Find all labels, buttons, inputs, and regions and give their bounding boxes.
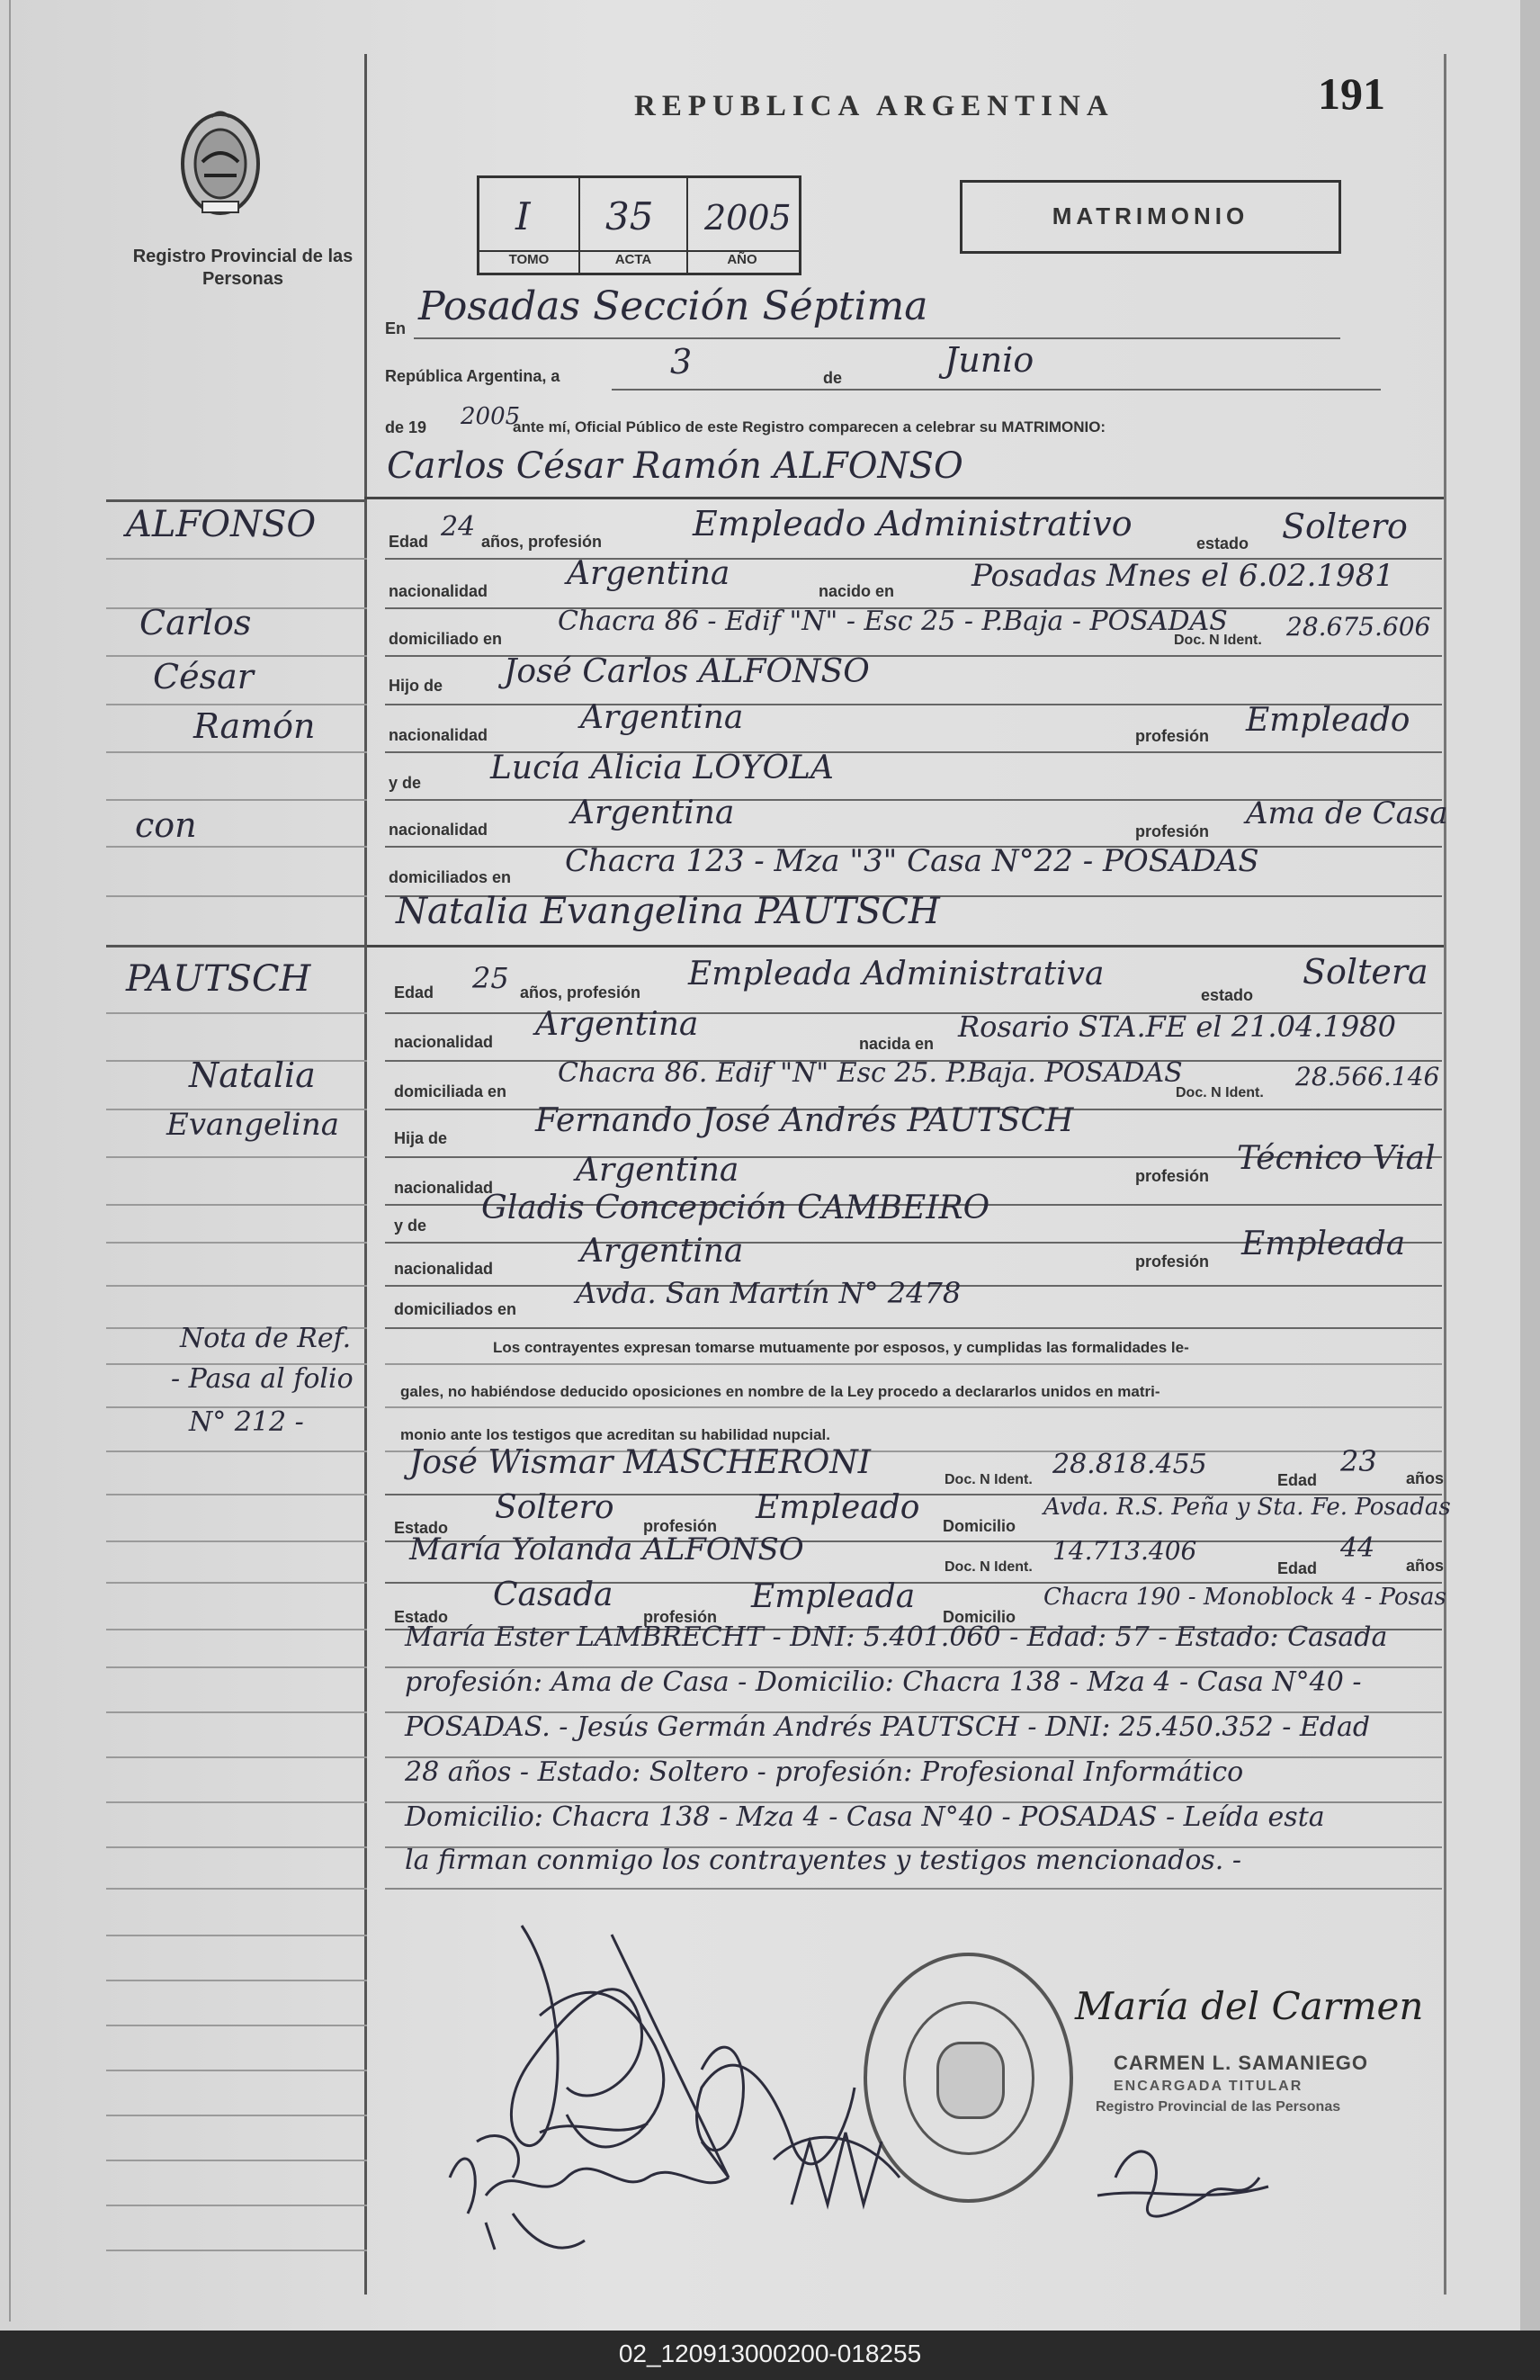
place-value: Posadas Sección Séptima [418,283,928,329]
bride-father-profession: Técnico Vial [1237,1140,1436,1177]
groom-nationality: Argentina [567,555,730,592]
bride-parents-dom-label: domiciliados en [394,1300,517,1318]
bride-full-name: Natalia Evangelina PAUTSCH [396,891,940,932]
bride-profession: Empleada Administrativa [688,956,1105,992]
groom-status: Soltero [1282,507,1408,546]
witness2-doc: 14.713.406 [1052,1536,1197,1566]
margin-rule [106,751,367,753]
margin-divider-line [364,54,367,2295]
groom-doc-label: Doc. N Ident. [1174,633,1262,648]
acta-value: 35 [605,194,654,238]
margin-rule [106,1450,367,1452]
groom-age: 24 [441,511,476,543]
witness2-profession: Empleada [751,1578,916,1615]
margin-rule [106,1540,367,1542]
margin-note-1: Nota de Ref. [180,1323,352,1354]
additional-line-3: POSADAS. - Jesús Germán Andrés PAUTSCH - DNI: 25.450.352 - Edad [405,1711,1371,1743]
groom-mother-nationality: Argentina [571,795,735,831]
margin-rule [106,2070,367,2071]
country-title: REPUBLICA ARGENTINA [634,90,1115,122]
margin-groom-name-3: Ramón [193,706,316,746]
margin-rule [106,945,367,948]
bride-father: Fernando José Andrés PAUTSCH [535,1102,1074,1139]
additional-line-2: profesión: Ama de Casa - Domicilio: Chacra 138 - Mza 4 - Casa N°40 - [405,1666,1362,1698]
bride-parents-address: Avda. San Martín N° 2478 [576,1276,962,1310]
witness1-dom-label: Domicilio [943,1517,1016,1535]
witness2-anos-label: años [1406,1557,1445,1575]
margin-groom-surname: ALFONSO [126,504,317,545]
margin-rule [106,1285,367,1287]
witness1-name: José Wismar MASCHERONI [409,1444,872,1481]
groom-father-prof-label: profesión [1135,727,1210,745]
witness1-status: Soltero [495,1489,614,1526]
witness1-profession: Empleado [756,1489,920,1526]
groom-name-underline [364,497,1444,499]
additional-line-1: María Ester LAMBRECHT - DNI: 5.401.060 - Edad: 57 - Estado: Casada [405,1621,1388,1653]
witness1-estado-label: Estado [394,1519,449,1537]
bride-birth: Rosario STA.FE el 21.04.1980 [958,1010,1396,1044]
declaration-line-1: Los contrayentes expresan tomarse mutuamente por esposos, y cumplidas las formalidades le- [493,1339,1189,1356]
tomo-acta-ano-box [477,175,801,275]
signer-title: ENCARGADA TITULAR [1114,2079,1303,2094]
witness2-dom-label: Domicilio [943,1608,1016,1626]
coat-of-arms-logo [175,108,265,220]
margin-rule [106,846,367,848]
additional-line-5: Domicilio: Chacra 138 - Mza 4 - Casa N°40 - POSADAS - Leída esta [405,1801,1325,1833]
bride-doc-label: Doc. N Ident. [1176,1085,1264,1100]
margin-bride-name-2: Evangelina [166,1107,339,1143]
margin-rule [106,1156,367,1158]
groom-yde-label: y de [389,774,422,792]
margin-groom-name-1: Carlos [139,603,252,642]
en-label: En [385,319,407,337]
witness1-address: Avda. R.S. Peña y Sta. Fe. Posadas [1043,1494,1451,1521]
witness1-age: 23 [1340,1444,1377,1478]
margin-rule [106,1242,367,1244]
margin-rule [106,1711,367,1713]
bride-father-nat-label: nacionalidad [394,1179,494,1197]
margin-rule [106,1888,367,1890]
witness2-status: Casada [493,1576,613,1613]
bride-father-nationality: Argentina [576,1152,739,1189]
declaration-line-rule-1 [385,1363,1442,1365]
groom-mother-nat-label: nacionalidad [389,821,488,839]
groom-profession: Empleado Administrativo [693,504,1133,543]
witness2-address: Chacra 190 - Monoblock 4 - Posas [1043,1584,1446,1611]
bride-nationality: Argentina [535,1006,699,1043]
witness2-age: 44 [1340,1532,1375,1564]
bride-mother-nat-label: nacionalidad [394,1260,494,1278]
margin-rule [106,1756,367,1758]
groom-address: Chacra 86 - Edif "N" - Esc 25 - P.Baja - POSADAS [558,606,1228,637]
signer-office: Registro Provincial de las Personas [1096,2099,1341,2115]
declaration-line-2: gales, no habiéndose deducido oposiciones en nombre de la Ley procedo a declararlos unidos en matri- [400,1383,1160,1400]
bride-mother: Gladis Concepción CAMBEIRO [481,1190,990,1226]
witness2-estado-label: Estado [394,1608,449,1626]
margin-rule [106,895,367,897]
tomo-label: TOMO [508,252,550,267]
margin-rule [106,2205,367,2206]
witness1-doc: 28.818.455 [1052,1449,1207,1480]
groom-parents-dom-label: domiciliados en [389,868,512,886]
bride-nacida-label: nacida en [859,1035,935,1053]
day-value: 3 [670,342,693,382]
page-number: 191 [1318,68,1385,119]
witness2-doc-label: Doc. N Ident. [945,1559,1033,1575]
acta-label: ACTA [614,252,652,267]
bride-line-8 [385,1327,1442,1329]
additional-line-4: 28 años - Estado: Soltero - profesión: Profesional Informático [405,1756,1244,1788]
margin-rule [106,558,367,560]
declaration-line-rule-2 [385,1406,1442,1408]
groom-father-nationality: Argentina [580,699,744,736]
signer-name: CARMEN L. SAMANIEGO [1114,2052,1368,2074]
bride-mother-nationality: Argentina [580,1233,744,1270]
official-signature: María del Carmen [1075,1984,1424,2028]
groom-mother-prof-label: profesión [1135,822,1210,840]
declaration-line-3: monio ante los testigos que acreditan su habilidad nupcial. [400,1426,830,1443]
witness2-prof-label: profesión [643,1608,718,1626]
margin-note-3: N° 212 - [189,1406,304,1438]
bride-doc: 28.566.146 [1295,1062,1440,1091]
groom-father: José Carlos ALFONSO [504,653,870,690]
place-underline [414,337,1340,339]
date-underline [612,389,1381,391]
groom-anos-label: años, profesión [481,533,603,551]
witness2-name: María Yolanda ALFONSO [409,1531,804,1567]
signature-scribbles [432,1908,1424,2268]
margin-bride-name-1: Natalia [189,1055,316,1095]
groom-full-name: Carlos César Ramón ALFONSO [387,445,963,487]
margin-rule [106,2160,367,2161]
witness1-doc-label: Doc. N Ident. [945,1472,1033,1487]
ano-value: 2005 [704,198,792,238]
groom-mother: Lucía Alicia LOYOLA [490,750,834,786]
margin-con: con [135,805,197,845]
margin-rule [106,799,367,801]
de19-label: de 19 [385,418,427,436]
bride-age: 25 [472,961,509,995]
bride-yde-label: y de [394,1217,427,1235]
margin-rule [106,1980,367,1981]
bride-nacionalidad-label: nacionalidad [394,1033,494,1051]
right-border-line [1444,54,1446,2295]
additional-rule-6 [385,1888,1442,1890]
left-border-line [9,0,11,2322]
margin-note-2: - Pasa al folio [171,1363,354,1395]
margin-rule [106,2115,367,2116]
margin-rule [106,1012,367,1014]
bride-hija-label: Hija de [394,1129,448,1147]
groom-edad-label: Edad [389,533,429,551]
margin-rule [106,2250,367,2251]
page-edge [1520,0,1540,2331]
act-type-box [960,180,1341,254]
registry-name: Registro Provincial de las Personas [132,247,354,289]
bride-name-underline [364,945,1444,948]
margin-rule [106,1846,367,1848]
bride-estado-label: estado [1201,986,1254,1004]
groom-father-profession: Empleado [1246,702,1410,739]
margin-rule [106,499,367,502]
margin-rule [106,1204,367,1206]
de-label: de [823,369,843,387]
margin-groom-name-2: César [153,657,254,696]
groom-parents-address: Chacra 123 - Mza "3" Casa N°22 - POSADAS [565,843,1259,879]
additional-line-6: la firman conmigo los contrayentes y testigos mencionados. - [405,1845,1241,1876]
bride-mother-profession: Empleada [1241,1226,1406,1262]
witness1-prof-label: profesión [643,1517,718,1535]
month-value: Junio [945,340,1034,380]
margin-rule [106,2025,367,2026]
bride-mother-prof-label: profesión [1135,1253,1210,1271]
groom-doc: 28.675.606 [1286,612,1431,642]
bride-edad-label: Edad [394,983,434,1001]
witness1-anos-label: años [1406,1469,1445,1487]
bride-address: Chacra 86. Edif "N" Esc 25. P.Baja. POSADAS [558,1057,1183,1089]
margin-rule [106,1494,367,1495]
margin-rule [106,1666,367,1668]
intro-sentence: ante mí, Oficial Público de este Registro comparecen a celebrar su MATRIMONIO: [513,418,1106,436]
tomo-value: I [515,194,531,238]
bride-domicilio-label: domiciliada en [394,1082,507,1100]
groom-estado-label: estado [1196,534,1249,552]
margin-rule [106,704,367,705]
margin-bride-surname: PAUTSCH [126,958,311,1000]
groom-nacionalidad-label: nacionalidad [389,582,488,600]
margin-rule [106,1629,367,1630]
footer-filename: 02_120913000200-018255 [618,2340,922,2367]
groom-father-nat-label: nacionalidad [389,726,488,744]
groom-domicilio-label: domiciliado en [389,630,503,648]
republica-label: República Argentina, a [385,367,560,385]
groom-nacido-label: nacido en [819,582,895,600]
groom-birth: Posadas Mnes el 6.02.1981 [971,558,1394,594]
year-value: 2005 [461,403,521,430]
margin-rule [106,1582,367,1584]
bride-father-prof-label: profesión [1135,1167,1210,1185]
witness2-edad-label: Edad [1277,1559,1318,1577]
act-type-label: MATRIMONIO [1052,202,1249,229]
bride-status: Soltera [1303,952,1428,992]
margin-rule [106,1935,367,1936]
margin-rule [106,1801,367,1803]
witness1-edad-label: Edad [1277,1471,1318,1489]
bride-anos-label: años, profesión [520,983,641,1001]
groom-hijo-label: Hijo de [389,677,443,695]
groom-mother-profession: Ama de Casa [1246,795,1448,831]
ano-label: AÑO [727,252,757,267]
